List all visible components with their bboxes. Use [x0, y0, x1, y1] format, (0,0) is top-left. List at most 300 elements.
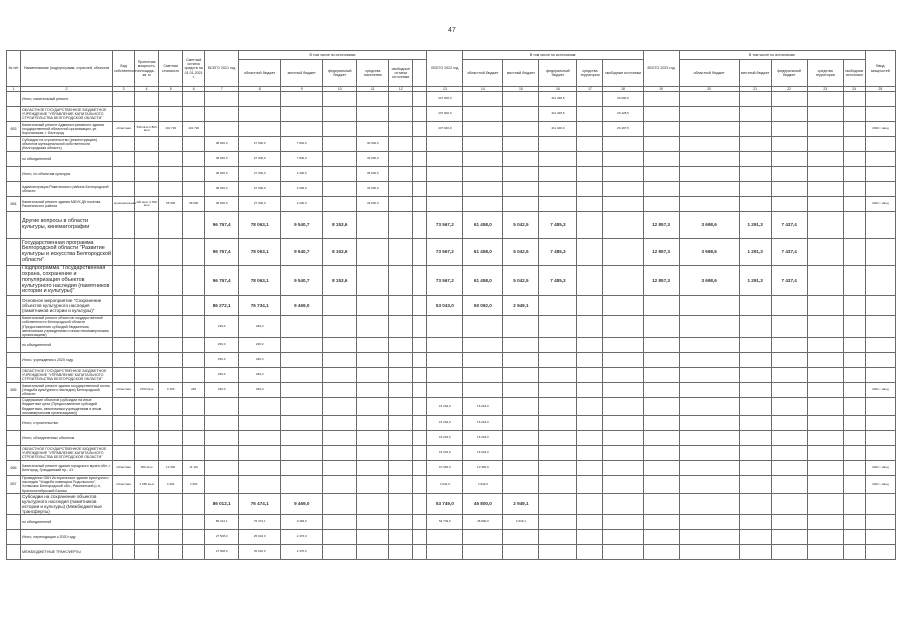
cell-c10: [323, 461, 357, 476]
row-number: [7, 529, 21, 544]
cell-c20: [679, 107, 739, 122]
cell-c8: 25 032,0: [239, 529, 281, 544]
column-number: 13: [427, 87, 463, 92]
cell-c19: [643, 431, 679, 446]
cell-c6: [183, 338, 205, 353]
cell-c23: [807, 398, 843, 416]
row-number: [7, 338, 21, 353]
cell-c23: [807, 514, 843, 529]
header-cell: Наименование (под)программ, отраслей, объектов: [21, 51, 113, 87]
cell-c3: [113, 446, 135, 461]
cell-c10: [323, 416, 357, 431]
cell-c20: 3 698,6: [679, 266, 739, 296]
cell-c19: 12 857,3: [643, 239, 679, 266]
cell-c25: [865, 296, 895, 316]
cell-c22: [771, 431, 807, 446]
cell-blank: [413, 266, 427, 296]
cell-c15: 2 949,1: [503, 493, 539, 514]
cell-c4: [135, 92, 159, 107]
cell-c20: 3 698,6: [679, 239, 739, 266]
cell-c17: [577, 107, 603, 122]
cell-blank: [413, 514, 427, 529]
header-cell: средства территории: [807, 60, 843, 87]
cell-c18: [603, 461, 643, 476]
row-number: 655: [7, 383, 21, 398]
cell-c15: [503, 167, 539, 182]
cell-c18: [603, 368, 643, 383]
cell-c17: [577, 266, 603, 296]
row-number: [7, 152, 21, 167]
cell-c19: [643, 107, 679, 122]
cell-c25: [865, 431, 895, 446]
cell-c17: [577, 122, 603, 137]
cell-c14: [463, 152, 503, 167]
cell-c10: [323, 383, 357, 398]
cell-c5: [159, 398, 183, 416]
cell-c7: [205, 461, 239, 476]
cell-c3: муниципальная: [113, 197, 135, 212]
cell-c17: [577, 416, 603, 431]
cell-c21: [739, 353, 771, 368]
cell-blank: [413, 152, 427, 167]
cell-c20: [679, 92, 739, 107]
table-row: [7, 182, 896, 197]
cell-c10: [323, 338, 357, 353]
cell-c3: [113, 431, 135, 446]
table-row: [7, 239, 896, 266]
cell-c21: [739, 514, 771, 529]
cell-c17: [577, 338, 603, 353]
header-cell: средства территории: [577, 60, 603, 87]
cell-c21: [739, 338, 771, 353]
table-row: [7, 316, 896, 338]
header-cell: Вид собственности: [113, 51, 135, 87]
cell-c13: [427, 544, 463, 559]
table-row: [7, 446, 896, 461]
cell-c3: [113, 416, 135, 431]
row-name: МЕЖБЮДЖЕТНЫЕ ТРАНСФЕРТЫ: [21, 544, 113, 559]
cell-c19: [643, 338, 679, 353]
cell-c24: [843, 353, 865, 368]
cell-c21: [739, 461, 771, 476]
cell-c11: [357, 544, 389, 559]
cell-c13: 437 900,0: [427, 92, 463, 107]
cell-c22: [771, 182, 807, 197]
cell-c12: [389, 493, 413, 514]
cell-c24: [843, 514, 865, 529]
cell-c6: 101 700: [183, 122, 205, 137]
cell-c17: [577, 461, 603, 476]
cell-c19: [643, 368, 679, 383]
cell-c6: [183, 353, 205, 368]
cell-c4: 2700 кв.м: [135, 383, 159, 398]
cell-c22: [771, 383, 807, 398]
cell-c12: [389, 197, 413, 212]
cell-c16: [539, 197, 577, 212]
cell-c7: 86 272,1: [205, 296, 239, 316]
cell-c7: 38 000,0: [205, 137, 239, 152]
row-name: Проведение ОКН Историческое здание культурного наследия "Усадьба помещика Подольского", Хотмыжск Белгородской обл., Ракитянский р-н, Краснооктябрьский Балаш: [21, 476, 113, 494]
table-row: [7, 266, 896, 296]
cell-c12: [389, 122, 413, 137]
cell-c15: [503, 461, 539, 476]
cell-c3: [113, 152, 135, 167]
cell-c17: [577, 476, 603, 494]
cell-c20: 3 698,6: [679, 212, 739, 239]
cell-c12: [389, 296, 413, 316]
cell-c10: [323, 446, 357, 461]
table-row: [7, 197, 896, 212]
cell-c6: [183, 239, 205, 266]
cell-c5: 101 700: [159, 122, 183, 137]
table-row: [7, 167, 896, 182]
cell-c23: [807, 461, 843, 476]
cell-c16: 7 485,3: [539, 266, 577, 296]
cell-c5: 4 165: [159, 383, 183, 398]
cell-c11: [357, 383, 389, 398]
cell-c8: 260,0: [239, 316, 281, 338]
cell-c12: [389, 137, 413, 152]
header-cell: ВСЕГО 2021 год: [205, 51, 239, 87]
cell-c3: [113, 137, 135, 152]
cell-c14: [463, 383, 503, 398]
cell-c20: [679, 416, 739, 431]
cell-c7: 260,0: [205, 383, 239, 398]
cell-c9: 9 469,0: [281, 493, 323, 514]
column-number: 6: [183, 87, 205, 92]
cell-c16: [539, 316, 577, 338]
cell-c21: [739, 197, 771, 212]
cell-c19: [643, 296, 679, 316]
cell-c7: 27 508,0: [205, 544, 239, 559]
cell-c13: 53 749,0: [427, 514, 463, 529]
cell-c18: 26 000,0: [603, 92, 643, 107]
cell-c23: [807, 476, 843, 494]
cell-c25: [865, 182, 895, 197]
cell-c20: [679, 446, 739, 461]
cell-c14: [463, 92, 503, 107]
cell-c25: [865, 353, 895, 368]
cell-c9: 2 000,0: [281, 182, 323, 197]
cell-blank: [413, 416, 427, 431]
cell-c19: [643, 182, 679, 197]
cell-c24: [843, 266, 865, 296]
cell-c19: [643, 529, 679, 544]
cell-c24: [843, 182, 865, 197]
cell-c23: [807, 92, 843, 107]
cell-c19: [643, 416, 679, 431]
cell-c15: [503, 338, 539, 353]
cell-c7: 38 000,0: [205, 167, 239, 182]
cell-c25: [865, 493, 895, 514]
cell-c17: [577, 182, 603, 197]
cell-c6: [183, 416, 205, 431]
cell-c15: [503, 383, 539, 398]
cell-c14: 45 800,0: [463, 514, 503, 529]
cell-blank: [413, 296, 427, 316]
cell-c16: [539, 529, 577, 544]
cell-c9: [281, 461, 323, 476]
column-number: 1: [7, 87, 21, 92]
row-number: [7, 416, 21, 431]
cell-c15: [503, 137, 539, 152]
cell-c4: [135, 529, 159, 544]
cell-c5: [159, 296, 183, 316]
row-number: [7, 493, 21, 514]
cell-c22: [771, 446, 807, 461]
cell-c17: [577, 167, 603, 182]
cell-c4: [135, 137, 159, 152]
cell-c23: [807, 122, 843, 137]
cell-c24: [843, 383, 865, 398]
cell-c9: [281, 416, 323, 431]
cell-c16: [539, 514, 577, 529]
cell-blank: [413, 529, 427, 544]
cell-c19: [643, 398, 679, 416]
cell-c6: [183, 182, 205, 197]
row-name: Капитальный ремонт здания городского музея обл. г. Белгород, Гражданский пр., 41: [21, 461, 113, 476]
column-number: 20: [679, 87, 739, 92]
cell-c13: [427, 167, 463, 182]
cell-c3: [113, 398, 135, 416]
cell-blank: [413, 544, 427, 559]
cell-c22: [771, 137, 807, 152]
row-number: [7, 167, 21, 182]
cell-c18: [603, 137, 643, 152]
cell-c23: [807, 493, 843, 514]
cell-c23: [807, 152, 843, 167]
row-number: [7, 239, 21, 266]
table-row: [7, 461, 896, 476]
cell-c12: [389, 152, 413, 167]
cell-c7: 27 508,0: [205, 529, 239, 544]
row-name: Субсидии на сохранение объектов культурного наследия (памятников истории и культуры) (Межбюджетные трансферты): [21, 493, 113, 514]
cell-c4: [135, 493, 159, 514]
cell-c9: 7 840,0: [281, 152, 323, 167]
cell-c6: [183, 493, 205, 514]
cell-c5: [159, 316, 183, 338]
cell-c11: [357, 446, 389, 461]
cell-c7: 260,0: [205, 338, 239, 353]
cell-c13: [427, 137, 463, 152]
cell-c11: [357, 431, 389, 446]
cell-c25: [865, 107, 895, 122]
cell-c9: 9 469,0: [281, 514, 323, 529]
cell-c4: [135, 239, 159, 266]
cell-c23: [807, 353, 843, 368]
cell-c4: [135, 544, 159, 559]
cell-c6: [183, 446, 205, 461]
cell-c24: [843, 476, 865, 494]
cell-c20: [679, 461, 739, 476]
cell-c12: [389, 338, 413, 353]
column-number: 12: [389, 87, 413, 92]
row-number: [7, 212, 21, 239]
cell-c16: [539, 476, 577, 494]
cell-c20: [679, 316, 739, 338]
cell-c15: 5 042,5: [503, 266, 539, 296]
row-number: [7, 107, 21, 122]
cell-c23: [807, 338, 843, 353]
row-name: Капитальный ремонт объектов государственной собственности Белгородской области (Предоставление субсидий бюджетным, автономным учреждениям и иным некоммерческим организациям): [21, 316, 113, 338]
cell-c9: 2 000,0: [281, 197, 323, 212]
cell-c7: 260,0: [205, 353, 239, 368]
cell-c4: [135, 338, 159, 353]
cell-c18: [603, 431, 643, 446]
cell-c5: [159, 239, 183, 266]
cell-c3: [113, 544, 135, 559]
column-number: 21: [739, 87, 771, 92]
cell-c9: [281, 122, 323, 137]
cell-c20: [679, 338, 739, 353]
cell-c12: [389, 544, 413, 559]
cell-c16: [539, 368, 577, 383]
cell-c10: [323, 182, 357, 197]
cell-c10: [323, 493, 357, 514]
cell-c14: [463, 137, 503, 152]
row-name: Государственная программа Белгородской области "Развитие культуры и искусства Белгородской области": [21, 239, 113, 266]
cell-c12: [389, 476, 413, 494]
cell-c17: [577, 212, 603, 239]
cell-c16: 7 485,3: [539, 239, 577, 266]
cell-c8: 78 063,1: [239, 212, 281, 239]
cell-c5: [159, 368, 183, 383]
cell-c15: [503, 182, 539, 197]
cell-blank: [413, 212, 427, 239]
cell-c23: [807, 296, 843, 316]
header-cell: свободные источники: [603, 60, 643, 87]
cell-c7: 38 000,0: [205, 182, 239, 197]
table-row: [7, 416, 896, 431]
cell-c20: [679, 182, 739, 197]
cell-c13: [427, 368, 463, 383]
cell-c15: [503, 353, 539, 368]
cell-c25: [865, 167, 895, 182]
cell-c25: 2020 г. ввод: [865, 122, 895, 137]
cell-c6: 38 000: [183, 197, 205, 212]
cell-c19: [643, 316, 679, 338]
cell-blank: [413, 446, 427, 461]
cell-c8: 78 063,1: [239, 239, 281, 266]
column-number: 14: [463, 87, 503, 92]
cell-c9: [281, 383, 323, 398]
cell-c9: 9 540,7: [281, 212, 323, 239]
cell-c21: [739, 446, 771, 461]
cell-c11: [357, 266, 389, 296]
cell-c11: [357, 476, 389, 494]
cell-c3: [113, 92, 135, 107]
row-name: по объединенной: [21, 514, 113, 529]
cell-c6: [183, 431, 205, 446]
cell-c23: [807, 167, 843, 182]
cell-c6: [183, 266, 205, 296]
cell-c15: [503, 476, 539, 494]
cell-c10: [323, 316, 357, 338]
cell-c20: [679, 197, 739, 212]
table-row: [7, 493, 896, 514]
cell-c21: [739, 316, 771, 338]
cell-c10: [323, 296, 357, 316]
cell-c4: [135, 212, 159, 239]
cell-c22: [771, 398, 807, 416]
cell-c7: 230,0: [205, 316, 239, 338]
cell-c4: 900 кв.м: [135, 461, 159, 476]
cell-c14: [463, 107, 503, 122]
cell-c11: [357, 296, 389, 316]
cell-c23: [807, 529, 843, 544]
cell-c22: [771, 514, 807, 529]
cell-c12: [389, 92, 413, 107]
cell-c20: [679, 398, 739, 416]
cell-c9: [281, 431, 323, 446]
cell-c22: [771, 338, 807, 353]
cell-c12: [389, 167, 413, 182]
row-name: Другие вопросы в области культуры, кинематографии: [21, 212, 113, 239]
cell-c25: [865, 446, 895, 461]
cell-c15: [503, 122, 539, 137]
cell-c14: [463, 544, 503, 559]
cell-c5: [159, 529, 183, 544]
cell-c19: 12 857,3: [643, 212, 679, 239]
cell-c10: 8 153,6: [323, 239, 357, 266]
cell-c4: [135, 167, 159, 182]
cell-c9: 2 400,0: [281, 167, 323, 182]
header-cell: Ввод мощностей: [865, 51, 895, 87]
row-name: ОБЛАСТНОЕ ГОСУДАРСТВЕННОЕ БЮДЖЕТНОЕ УЧРЕЖДЕНИЕ "УПРАВЛЕНИЕ КАПИТАЛЬНОГО СТРОИТЕЛЬСТВА БЕЛГОРОДСКОЙ ОБЛАСТИ": [21, 107, 113, 122]
row-name: Итого, учреждения к 2020 году: [21, 353, 113, 368]
cell-c25: [865, 544, 895, 559]
cell-c13: [427, 197, 463, 212]
cell-c18: [603, 398, 643, 416]
cell-c22: [771, 122, 807, 137]
cell-c5: [159, 446, 183, 461]
table-row: [7, 476, 896, 494]
cell-c13: 15 294,0: [427, 446, 463, 461]
table-row: [7, 137, 896, 152]
cell-c9: [281, 316, 323, 338]
cell-c23: [807, 137, 843, 152]
cell-c20: [679, 167, 739, 182]
header-cell: свободные остатки источники: [389, 60, 413, 87]
cell-blank: [413, 338, 427, 353]
cell-c25: [865, 92, 895, 107]
cell-c15: [503, 416, 539, 431]
column-number: 19: [643, 87, 679, 92]
cell-c16: [539, 137, 577, 152]
cell-c20: [679, 431, 739, 446]
column-number: 8: [239, 87, 281, 92]
page-number: 47: [448, 27, 456, 34]
cell-c6: [183, 152, 205, 167]
cell-c24: [843, 529, 865, 544]
cell-c13: [427, 338, 463, 353]
cell-c5: [159, 416, 183, 431]
cell-c11: [357, 107, 389, 122]
row-name: Подпрограмма "Государственная охрана, сохранение и популяризация объектов культурного наследия (памятников истории и культуры)": [21, 266, 113, 296]
cell-c7: [205, 446, 239, 461]
cell-c24: [843, 296, 865, 316]
cell-c25: [865, 514, 895, 529]
cell-c12: [389, 398, 413, 416]
cell-c17: [577, 529, 603, 544]
cell-c22: 7 437,4: [771, 266, 807, 296]
table-row: [7, 296, 896, 316]
cell-c14: [463, 197, 503, 212]
cell-c23: [807, 416, 843, 431]
cell-c17: [577, 368, 603, 383]
cell-c14: 45 800,0: [463, 493, 503, 514]
cell-c22: [771, 529, 807, 544]
